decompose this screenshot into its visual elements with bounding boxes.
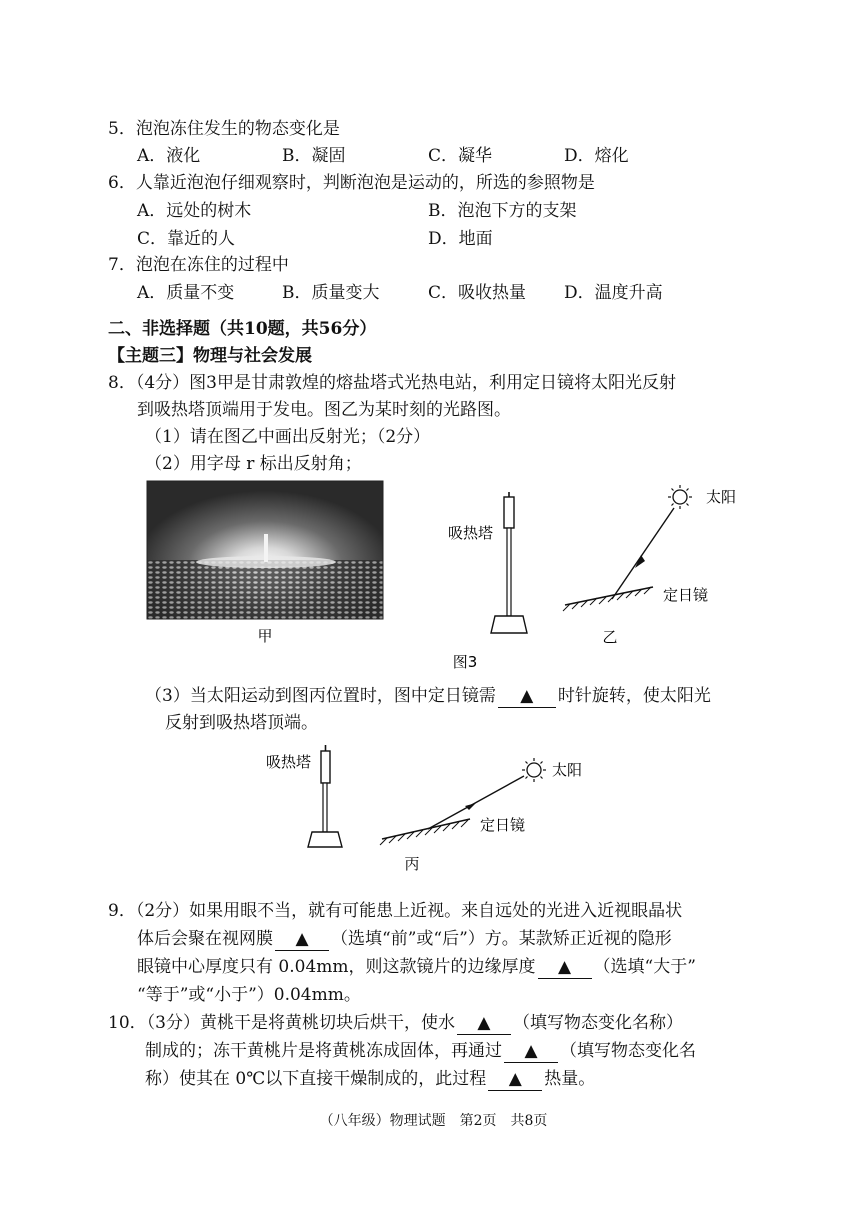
- q6-option-d: D．地面: [428, 229, 493, 249]
- mirror-bing: [380, 819, 470, 845]
- q5-option-d: D．熔化: [564, 146, 629, 166]
- q8-sub2: （2）用字母 r 标出反射角；: [145, 454, 362, 474]
- q8-sub3-line2: 反射到吸热塔顶端。: [165, 713, 318, 733]
- q8-sub3-text-a: （3）当太阳运动到图丙位置时，图中定日镜需: [145, 686, 496, 706]
- section-title: 二、非选择题（共10题，共56分）: [108, 319, 377, 339]
- q7-option-a: A．质量不变: [137, 283, 235, 303]
- q5-option-c: C．凝华: [428, 146, 493, 166]
- q6-option-c: C．靠近的人: [137, 229, 236, 249]
- answer-blank-q10-1[interactable]: ▲: [457, 1012, 511, 1035]
- figure-bing: [0, 735, 867, 875]
- tower-yi: [491, 492, 527, 633]
- sun-icon: [668, 485, 692, 509]
- figure-3: [0, 470, 867, 685]
- q9-text-b: （选填“前”或“后”）方。某款矫正近视的隐形: [331, 929, 672, 949]
- q10-text-e: 称）使其在 0℃以下直接干燥制成的，此过程: [145, 1069, 487, 1089]
- label-tower-yi: 吸热塔: [448, 524, 494, 542]
- label-bing: 丙: [404, 855, 420, 873]
- q8-line1: 8．（4分）图3甲是甘肃敦煌的熔盐塔式光热电站，利用定日镜将太阳光反射: [108, 373, 676, 393]
- theme-title: 【主题三】物理与社会发展: [108, 346, 312, 366]
- answer-blank-q9-1[interactable]: ▲: [275, 928, 329, 951]
- label-mirror-yi: 定日镜: [663, 586, 709, 604]
- answer-blank-q10-2[interactable]: ▲: [504, 1040, 558, 1063]
- label-jia: 甲: [257, 627, 273, 645]
- answer-blank-q8-3[interactable]: ▲: [498, 685, 556, 708]
- q9-text-d: （选填“大于”: [593, 957, 696, 977]
- page-footer: （八年级）物理试题 第2页 共8页: [319, 1113, 548, 1129]
- q8-sub1: （1）请在图乙中画出反射光；（2分）: [145, 427, 431, 447]
- q8-line2: 到吸热塔顶端用于发电。图乙为某时刻的光路图。: [137, 400, 511, 420]
- q10-line2: [145, 1040, 696, 1063]
- label-sun-bing: 太阳: [552, 761, 583, 779]
- q10-text-d: （填写物态变化名: [560, 1041, 696, 1061]
- label-sun-yi: 太阳: [706, 488, 737, 506]
- figure-caption: 图3: [452, 653, 478, 671]
- label-mirror-bing: 定日镜: [480, 816, 526, 834]
- q9-line4: “等于”或“小于”）0.04mm。: [137, 985, 361, 1005]
- q10-text-a: 10．（3分）黄桃干是将黄桃切块后烘干，使水: [108, 1013, 455, 1033]
- q5-option-a: A．液化: [137, 146, 201, 166]
- label-yi: 乙: [602, 628, 618, 646]
- q7-option-c: C．吸收热量: [428, 283, 527, 303]
- q8-sub3-text-b: 时针旋转，使太阳光: [557, 686, 711, 706]
- q10-text-c: 制成的；冻干黄桃片是将黄桃冻成固体，再通过: [145, 1041, 502, 1061]
- sun-icon-bing: [522, 758, 546, 782]
- mirror-yi: [563, 587, 653, 611]
- answer-blank-q9-2[interactable]: ▲: [538, 956, 592, 979]
- tower-bing: [308, 745, 342, 847]
- q10-line1: [108, 1012, 683, 1035]
- label-tower-bing: 吸热塔: [266, 753, 312, 771]
- q10-text-b: （填写物态变化名称）: [512, 1013, 683, 1033]
- q10-text-f: 热量。: [544, 1069, 596, 1089]
- q9-line2: [137, 928, 672, 951]
- q10-line3: [145, 1068, 595, 1091]
- q9-line1: 9．（2分）如果用眼不当，就有可能患上近视。来自远处的光进入近视眼晶状: [108, 901, 683, 921]
- q6-stem: 6．人靠近泡泡仔细观察时，判断泡泡是运动的，所选的参照物是: [108, 173, 595, 193]
- q8-sub3-line1: [145, 685, 711, 708]
- q6-option-b: B．泡泡下方的支架: [428, 201, 577, 221]
- q6-option-a: A．远处的树木: [137, 201, 252, 221]
- answer-blank-q10-3[interactable]: ▲: [488, 1068, 542, 1091]
- q9-text-a: 体后会聚在视网膜: [137, 929, 273, 949]
- q9-text-c: 眼镜中心厚度只有 0.04mm，则这款镜片的边缘厚度: [137, 957, 536, 977]
- photo-solar-plant: [147, 481, 383, 619]
- q7-option-b: B．质量变大: [282, 283, 380, 303]
- q5-option-b: B．凝固: [282, 146, 346, 166]
- q9-line3: [137, 956, 696, 979]
- q5-stem: 5．泡泡冻住发生的物态变化是: [108, 119, 340, 139]
- q7-option-d: D．温度升高: [564, 283, 663, 303]
- q7-stem: 7．泡泡在冻住的过程中: [108, 255, 289, 275]
